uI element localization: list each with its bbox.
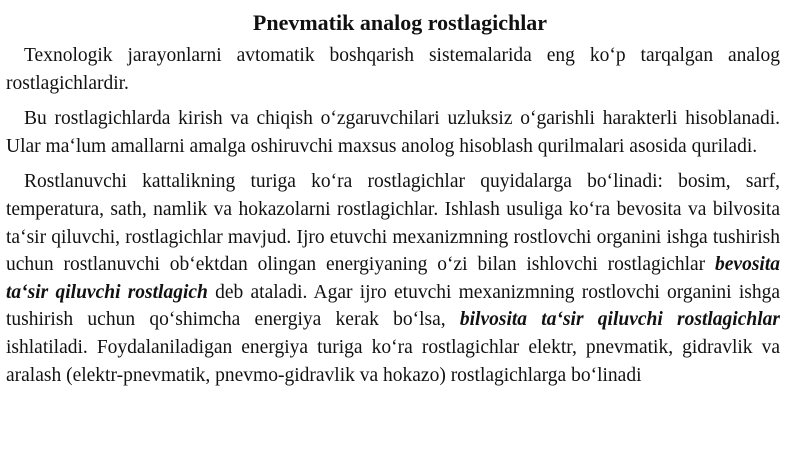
paragraph-3-text-3: ishlatiladi. Foydalaniladigan energiya turiga ko‘ra rostlagichlar elektr, pnevmatik, gidravlik va aralash (elektr-pnevmatik, pnevmo-gidravlik va hokazo) rostlagichlarga bo‘linadi bbox=[6, 336, 780, 386]
paragraph-3-text-1: Rostlanuvchi kattalikning turiga ko‘ra rostlagichlar quyidalarga bo‘linadi: bosim, sarf, temperatura, sath, namlik va hokazolarni rostlagichlar. Ishlash usuliga ko‘ra bevosita va bilvosita ta‘sir qiluvchi, rostlagichlar mavjud. Ijro etuvchi mexanizmning rostlovchi organini ishga tushirish uchun rostlanuvchi ob‘ektdan olingan energiyaning o‘zi bilan ishlovchi rostlagichlar bbox=[6, 171, 780, 276]
paragraph-3-text-2: deb ataladi. Agar ijro etuvchi mexanizmning rostlovchi organini ishga tushirish uchun qo‘shimcha energiya kerak bo‘lsa, bbox=[6, 281, 780, 331]
term-direct-acting-regulator: bevosita ta‘sir qiluvchi rostlagich bbox=[6, 254, 780, 303]
paragraph-1: Texnologik jarayonlarni avtomatik boshqarish sistemalarida eng ko‘p tarqalgan analog rostlagichlardir. bbox=[6, 45, 780, 94]
paragraph-3 bbox=[6, 168, 780, 389]
term-indirect-acting-regulators: bilvosita ta‘sir qiluvchi rostlagichlar bbox=[459, 309, 780, 331]
document-title: Pnevmatik analog rostlagichlar bbox=[252, 10, 548, 35]
paragraph-2: Bu rostlagichlarda kirish va chiqish o‘zgaruvchilari uzluksiz o‘garishli harakterli hisoblanadi. Ular ma‘lum amallarni amalga oshiruvchi maxsus anolog hisoblash qurilmalari asosida quriladi. bbox=[6, 108, 780, 157]
